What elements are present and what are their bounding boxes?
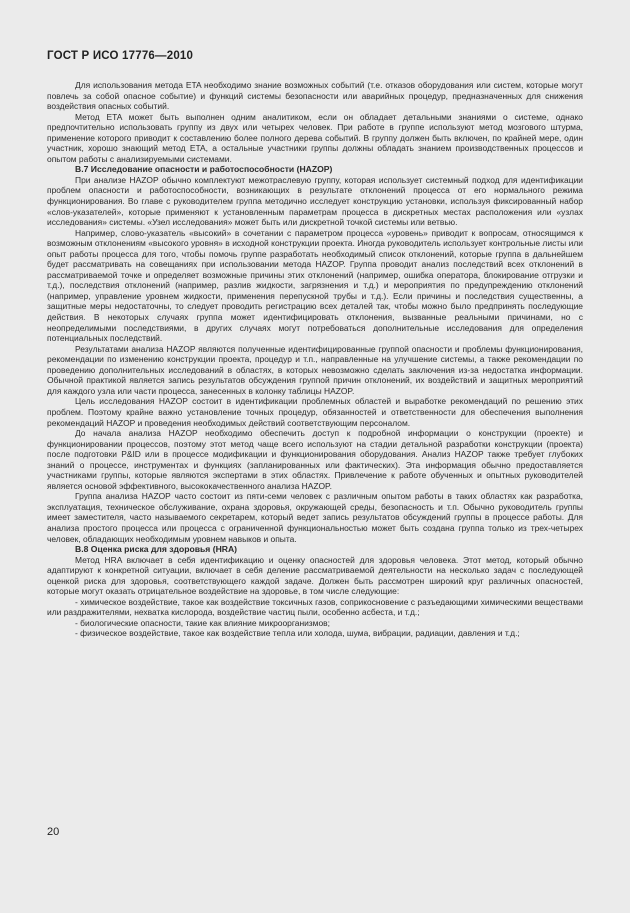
document-body — [47, 80, 583, 639]
page-number: 20 — [47, 826, 60, 838]
paragraph: Группа анализа HAZOP часто состоит из пяти-семи человек с различным опытом работы в таких областях как разработка, эксплуатация, техническое обслуживание, охрана здоровья, окружающей среды, безопасность и т.п. Обычно руководитель группы имеет заместителя, часто называемого секретарем, который ведет запись результатов обсуждений группы в процессе работы. Для анализа простого процесса или процесса с ограниченной функциональностью может быть создана группа только из трех-четырех человек, обладающих необходимым уровнем навыков и опыта. — [47, 491, 583, 544]
paragraph: До начала анализа HAZOP необходимо обеспечить доступ к подробной информации о конструкции (проекте) и функционировании процессов, поэтому этот метод чаще всего используют на стадии детальной разработки конструкции (проекта) после подготовки P&ID или в процессе модификации и функционирования оборудования. Анализ HAZOP также требует глубоких знаний о процессе, инструментах и функциях (запланированных или фактических). Эта информация обычно предоставляется участниками группы, которые являются экспертами в этих областях. Привлечение к работе обученных и опытных руководителей является основой эффективного, высококачественного анализа HAZOP. — [47, 428, 583, 491]
section-heading: В.7 Исследование опасности и работоспособности (HAZOP) — [75, 164, 333, 175]
paragraph: При анализе HAZOP обычно комплектуют межотраслевую группу, которая использует системный подход для идентификации проблем опасности и работоспособности, возникающих в результате отклонений процесса от его нормального режима функционирования. Во главе с руководителем группа методично исследует конструкцию установки, используя фиксированный набор «слов-указателей», которые применяют к установленным параметрам процесса в дискретных местах расположения или «узлах исследования» системы. «Узел исследования» может быть или дискретной точкой системы или ветвью. — [47, 174, 583, 228]
paragraph: Для использования метода ETA необходимо знание возможных событий (т.е. отказов оборудования или систем, которые могут повлечь за собой опасное событие) и функций системы безопасности или аварийных процедур, предназначенных для снижения воздействия опасных событий. — [47, 80, 583, 112]
paragraph: Метод ETA может быть выполнен одним аналитиком, если он обладает детальными знаниями о системе, однако предпочтительно использовать группу из двух или четырех человек. При работе в группе используют метод мозгового штурма, применение которого приводит к составлению более полного дерева событий. В группу должен быть включен, по крайней мере, один участник, хорошо знающий метод ETA, а остальные участники группы должны обладать знанием производственных процессов и опытом работы с анализируемыми системами. — [47, 111, 583, 164]
paragraph: Например, слово-указатель «высокий» в сочетании с параметром процесса «уровень» приводит к вопросам, относящимся к возможным отклонениям «высокого уровня» в исходной конструкции проекта. Иногда руководитель использует контрольные листы или опыт работы процесса для того, чтобы помочь группе разработать необходимый список отклонений, которые группа в дальнейшем будет рассматривать на совещаниях при использовании метода HAZOP. Группа проводит анализ последствий всех отклонений в рассматриваемой точке и определяет возможные причины этих отклонений (например, ошибка оператора, блокирование отгрузки и т.д.), последствия отклонений (например, разлив жидкости, загрязнения и т.д.) и мероприятия по предупреждению отклонений (например, управление уровнем жидкости, применения перепускной трубы и т.д.). Если причины и последствия существенны, а защитные меры недостаточны, то следует проводить регистрацию всех деталей так, чтобы можно было предпринять последующие действия. В некоторых случаях группа может идентифицировать отклонения, вызванные реальными причинами, но с неопределимыми последствиями, в других случаях могут потребоваться дополнительные исследования для определения потенциальных последствий. — [47, 227, 583, 344]
paragraph: - биологические опасности, такие как влияние микроорганизмов; — [75, 617, 330, 628]
paragraph: Результатами анализа HAZOP являются полученные идентифицированные группой опасности и проблемы функционирования, рекомендации по изменению конструкции проекта, процедур и т.п., направленные на улучшение системы, а также рекомендации по проведению дополнительных исследований в областях, в которых невозможно сделать заключения из-за недостатка информации. Обычной практикой является запись результатов обсуждения группой причин отклонений, их воздействий и защитных мероприятий для каждого узла или части процесса, занесенных в колонку таблицы HAZOP. — [47, 343, 583, 396]
paragraph: Метод HRA включает в себя идентификацию и оценку опасностей для здоровья человека. Этот метод, который обычно адаптируют к конкретной ситуации, включает в себя деление рассматриваемой деятельности на несколько задач с последующей оценкой риска для здоровья, соответствующего каждой задаче. Должен быть рассмотрен широкий круг различных опасностей, которые могут оказать отрицательное воздействие на здоровье, в том числе следующие: — [47, 554, 583, 597]
page-header: ГОСТ Р ИСО 17776—2010 — [47, 50, 194, 62]
paragraph: - химическое воздействие, такое как воздействие токсичных газов, соприкосновение с разъедающими химическими веществами или раздражителями, нехватка кислорода, воздействие частиц пыли, особенно асбеста, и т.д.; — [47, 596, 583, 618]
paragraph: - физическое воздействие, такое как воздействие тепла или холода, шума, вибрации, радиации, давления и т.д.; — [75, 628, 520, 639]
section-heading: В.8 Оценка риска для здоровья (HRA) — [75, 544, 238, 555]
paragraph: Цель исследования HAZOP состоит в идентификации проблемных областей и выработке рекомендаций по решению этих проблем. Поэтому крайне важно установление точных процедур, обязанностей и ответственности для обеспечения выполнения рекомендаций HAZOP и проведения необходимых действий соответствующим персоналом. — [47, 396, 583, 428]
